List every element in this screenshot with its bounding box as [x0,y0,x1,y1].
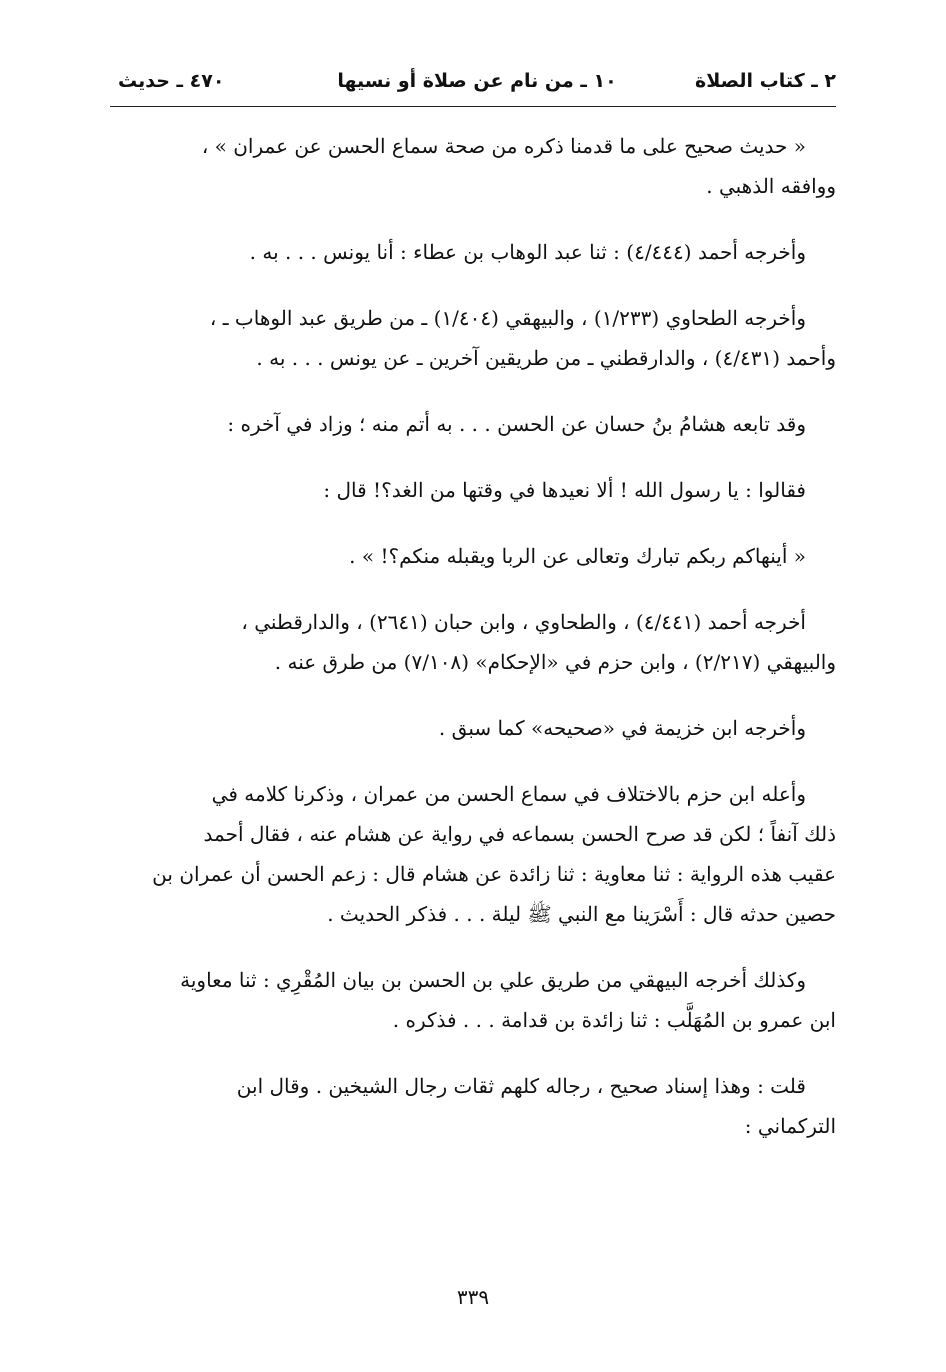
text-line: وأخرجه أحمد (٤/٤٤٤) : ثنا عبد الوهاب بن عطاء : أنا يونس . . . به . [249,240,806,264]
paragraph [110,126,836,206]
text-line: ووافقه الذهبي . [706,174,836,198]
paragraph [110,232,836,272]
text-line: ذلك آنفاً ؛ لكن قد صرح الحسن بسماعه في رواية عن هشام عنه ، فقال أحمد [203,822,836,846]
text-line: فقالوا : يا رسول الله ! ألا نعيدها في وقتها من الغد؟! قال : [323,478,806,502]
text-line: وقد تابعه هشامُ بنُ حسان عن الحسن . . . به أتم منه ؛ وزاد في آخره : [227,412,806,436]
text-line: وكذلك أخرجه البيهقي من طريق علي بن الحسن بن بيان المُقْرِي : ثنا معاوية [180,968,806,992]
paragraph [110,708,836,748]
text-line: وأحمد (٤/٤٣١) ، والدارقطني ـ من طريقين آخرين ـ عن يونس . . . به . [256,346,836,370]
paragraph [110,298,836,378]
text-line: والبيهقي (٢/٢١٧) ، وابن حزم في «الإحكام» (٧/١٠٨) من طرق عنه . [274,650,836,674]
text-line: التركماني : [744,1114,836,1138]
header-hadith-number: ٤٧٠ ـ حديث [118,70,225,92]
text-line: أخرجه أحمد (٤/٤٤١) ، والطحاوي ، وابن حبان (٢٦٤١) ، والدارقطني ، [241,610,806,634]
page-body [110,126,836,1172]
paragraph [110,1066,836,1146]
header-chapter: ٢ ـ كتاب الصلاة [695,70,836,92]
text-line: حصين حدثه قال : أَسْرَينا مع النبي ﷺ ليلة . . . فذكر الحديث . [327,902,836,926]
text-line: وأخرجه ابن خزيمة في «صحيحه» كما سبق . [438,716,806,740]
text-line: قلت : وهذا إسناد صحيح ، رجاله كلهم ثقات رجال الشيخين . وقال ابن [236,1074,806,1098]
header-section: ١٠ ـ من نام عن صلاة أو نسيها [337,70,617,92]
paragraph [110,404,836,444]
text-line: « حديث صحيح على ما قدمنا ذكره من صحة سماع الحسن عن عمران » ، [201,134,806,158]
paragraph [110,470,836,510]
paragraph [110,774,836,934]
page-number: ٣٣٩ [456,1285,490,1309]
running-header [118,70,836,102]
text-line: عقيب هذه الرواية : ثنا معاوية : ثنا زائدة عن هشام قال : زعم الحسن أن عمران بن [152,862,836,886]
paragraph [110,602,836,682]
text-line: وأخرجه الطحاوي (١/٢٣٣) ، والبيهقي (١/٤٠٤) ـ من طريق عبد الوهاب ـ ، [209,306,806,330]
text-line: وأعله ابن حزم بالاختلاف في سماع الحسن من عمران ، وذكرنا كلامه في [211,782,806,806]
header-divider [110,106,836,107]
paragraph [110,960,836,1040]
text-line: ابن عمرو بن المُهَلَّب : ثنا زائدة بن قدامة . . . فذكره . [392,1008,836,1032]
paragraph [110,536,836,576]
text-line: « أينهاكم ربكم تبارك وتعالى عن الربا ويقبله منكم؟! » . [349,544,806,568]
